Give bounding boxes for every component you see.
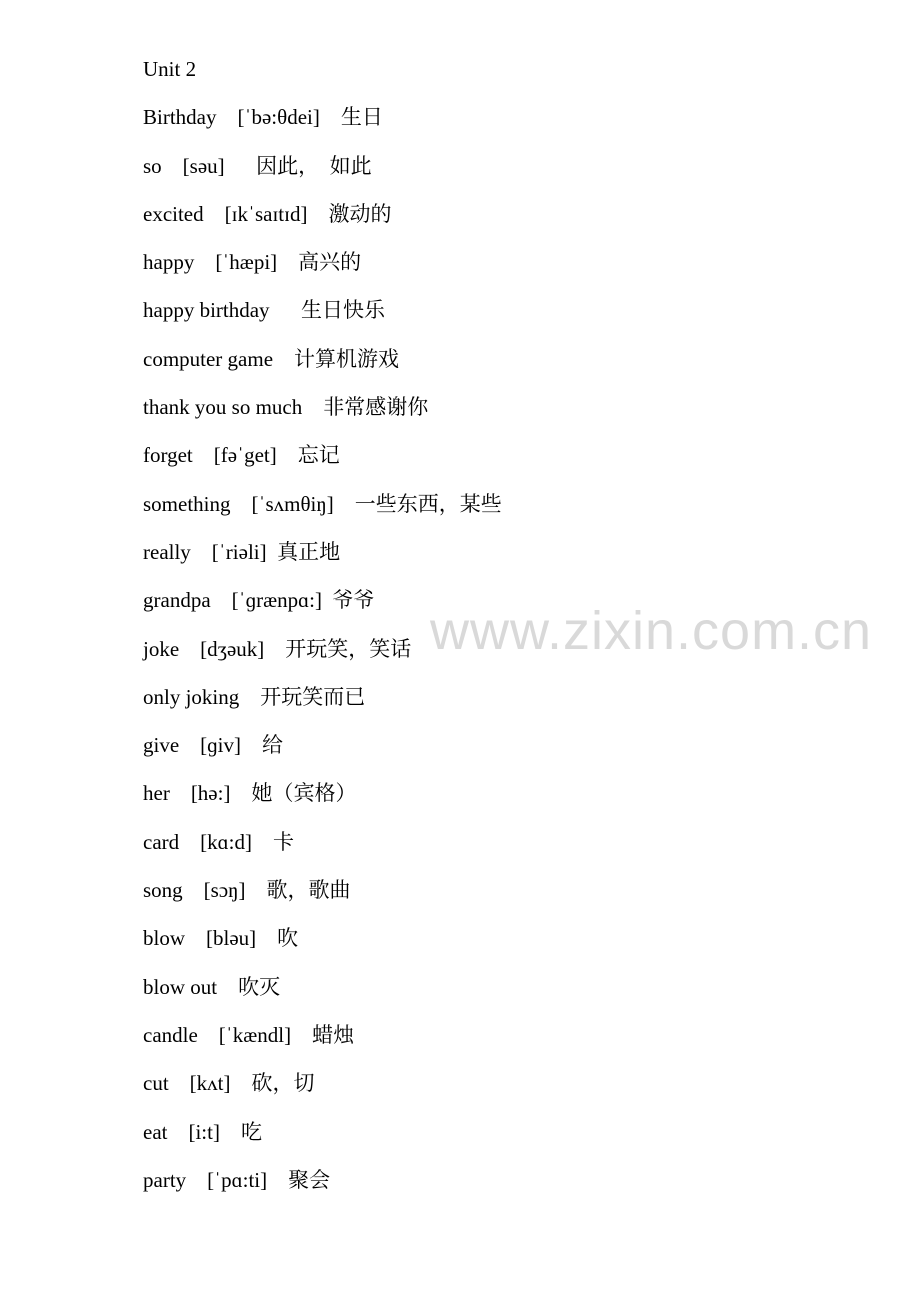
vocab-entry: blow out 吹灭 [143, 974, 281, 999]
vocab-entry: joke [dʒəuk] 开玩笑，笑话 [143, 636, 412, 661]
vocab-entry: her [hə:] 她（宾格） [143, 781, 357, 806]
vocabulary-list [143, 53, 843, 1212]
vocab-entry: only joking 开玩笑而已 [143, 684, 366, 709]
vocab-entry: cut [kʌt] 砍，切 [143, 1071, 315, 1096]
vocab-entry: Birthday [ˈbə:θdei] 生日 [143, 105, 383, 130]
watermark: www.zixin.com.cn [430, 601, 873, 661]
vocab-entry: something [ˈsʌmθiŋ] 一些东西，某些 [143, 491, 502, 516]
vocab-entry: grandpa [ˈɡrænpɑ:] 爷爷 [143, 588, 375, 613]
vocab-entry: party [ˈpɑ:ti] 聚会 [143, 1167, 331, 1192]
vocab-entry: thank you so much 非常感谢你 [143, 395, 429, 420]
vocab-entry: happy birthday 生日快乐 [143, 298, 386, 323]
vocab-entry: excited [ɪkˈsaɪtɪd] 激动的 [143, 201, 392, 226]
vocab-entry: song [sɔŋ] 歌，歌曲 [143, 878, 351, 903]
vocab-entry: eat [i:t] 吃 [143, 1119, 262, 1144]
vocab-entry: so [səu] 因此， 如此 [143, 153, 372, 178]
vocab-entry: happy [ˈhæpi] 高兴的 [143, 250, 362, 275]
vocab-entry: computer game 计算机游戏 [143, 346, 400, 371]
vocab-entry: card [kɑ:d] 卡 [143, 829, 294, 854]
vocab-entry: forget [fəˈget] 忘记 [143, 443, 340, 468]
vocab-entry: give [ɡiv] 给 [143, 733, 283, 758]
unit-title: Unit 2 [143, 57, 197, 81]
vocab-entry: blow [bləu] 吹 [143, 926, 299, 951]
vocab-entry: candle [ˈkændl] 蜡烛 [143, 1022, 355, 1047]
vocab-entry: really [ˈriəli] 真正地 [143, 539, 341, 564]
